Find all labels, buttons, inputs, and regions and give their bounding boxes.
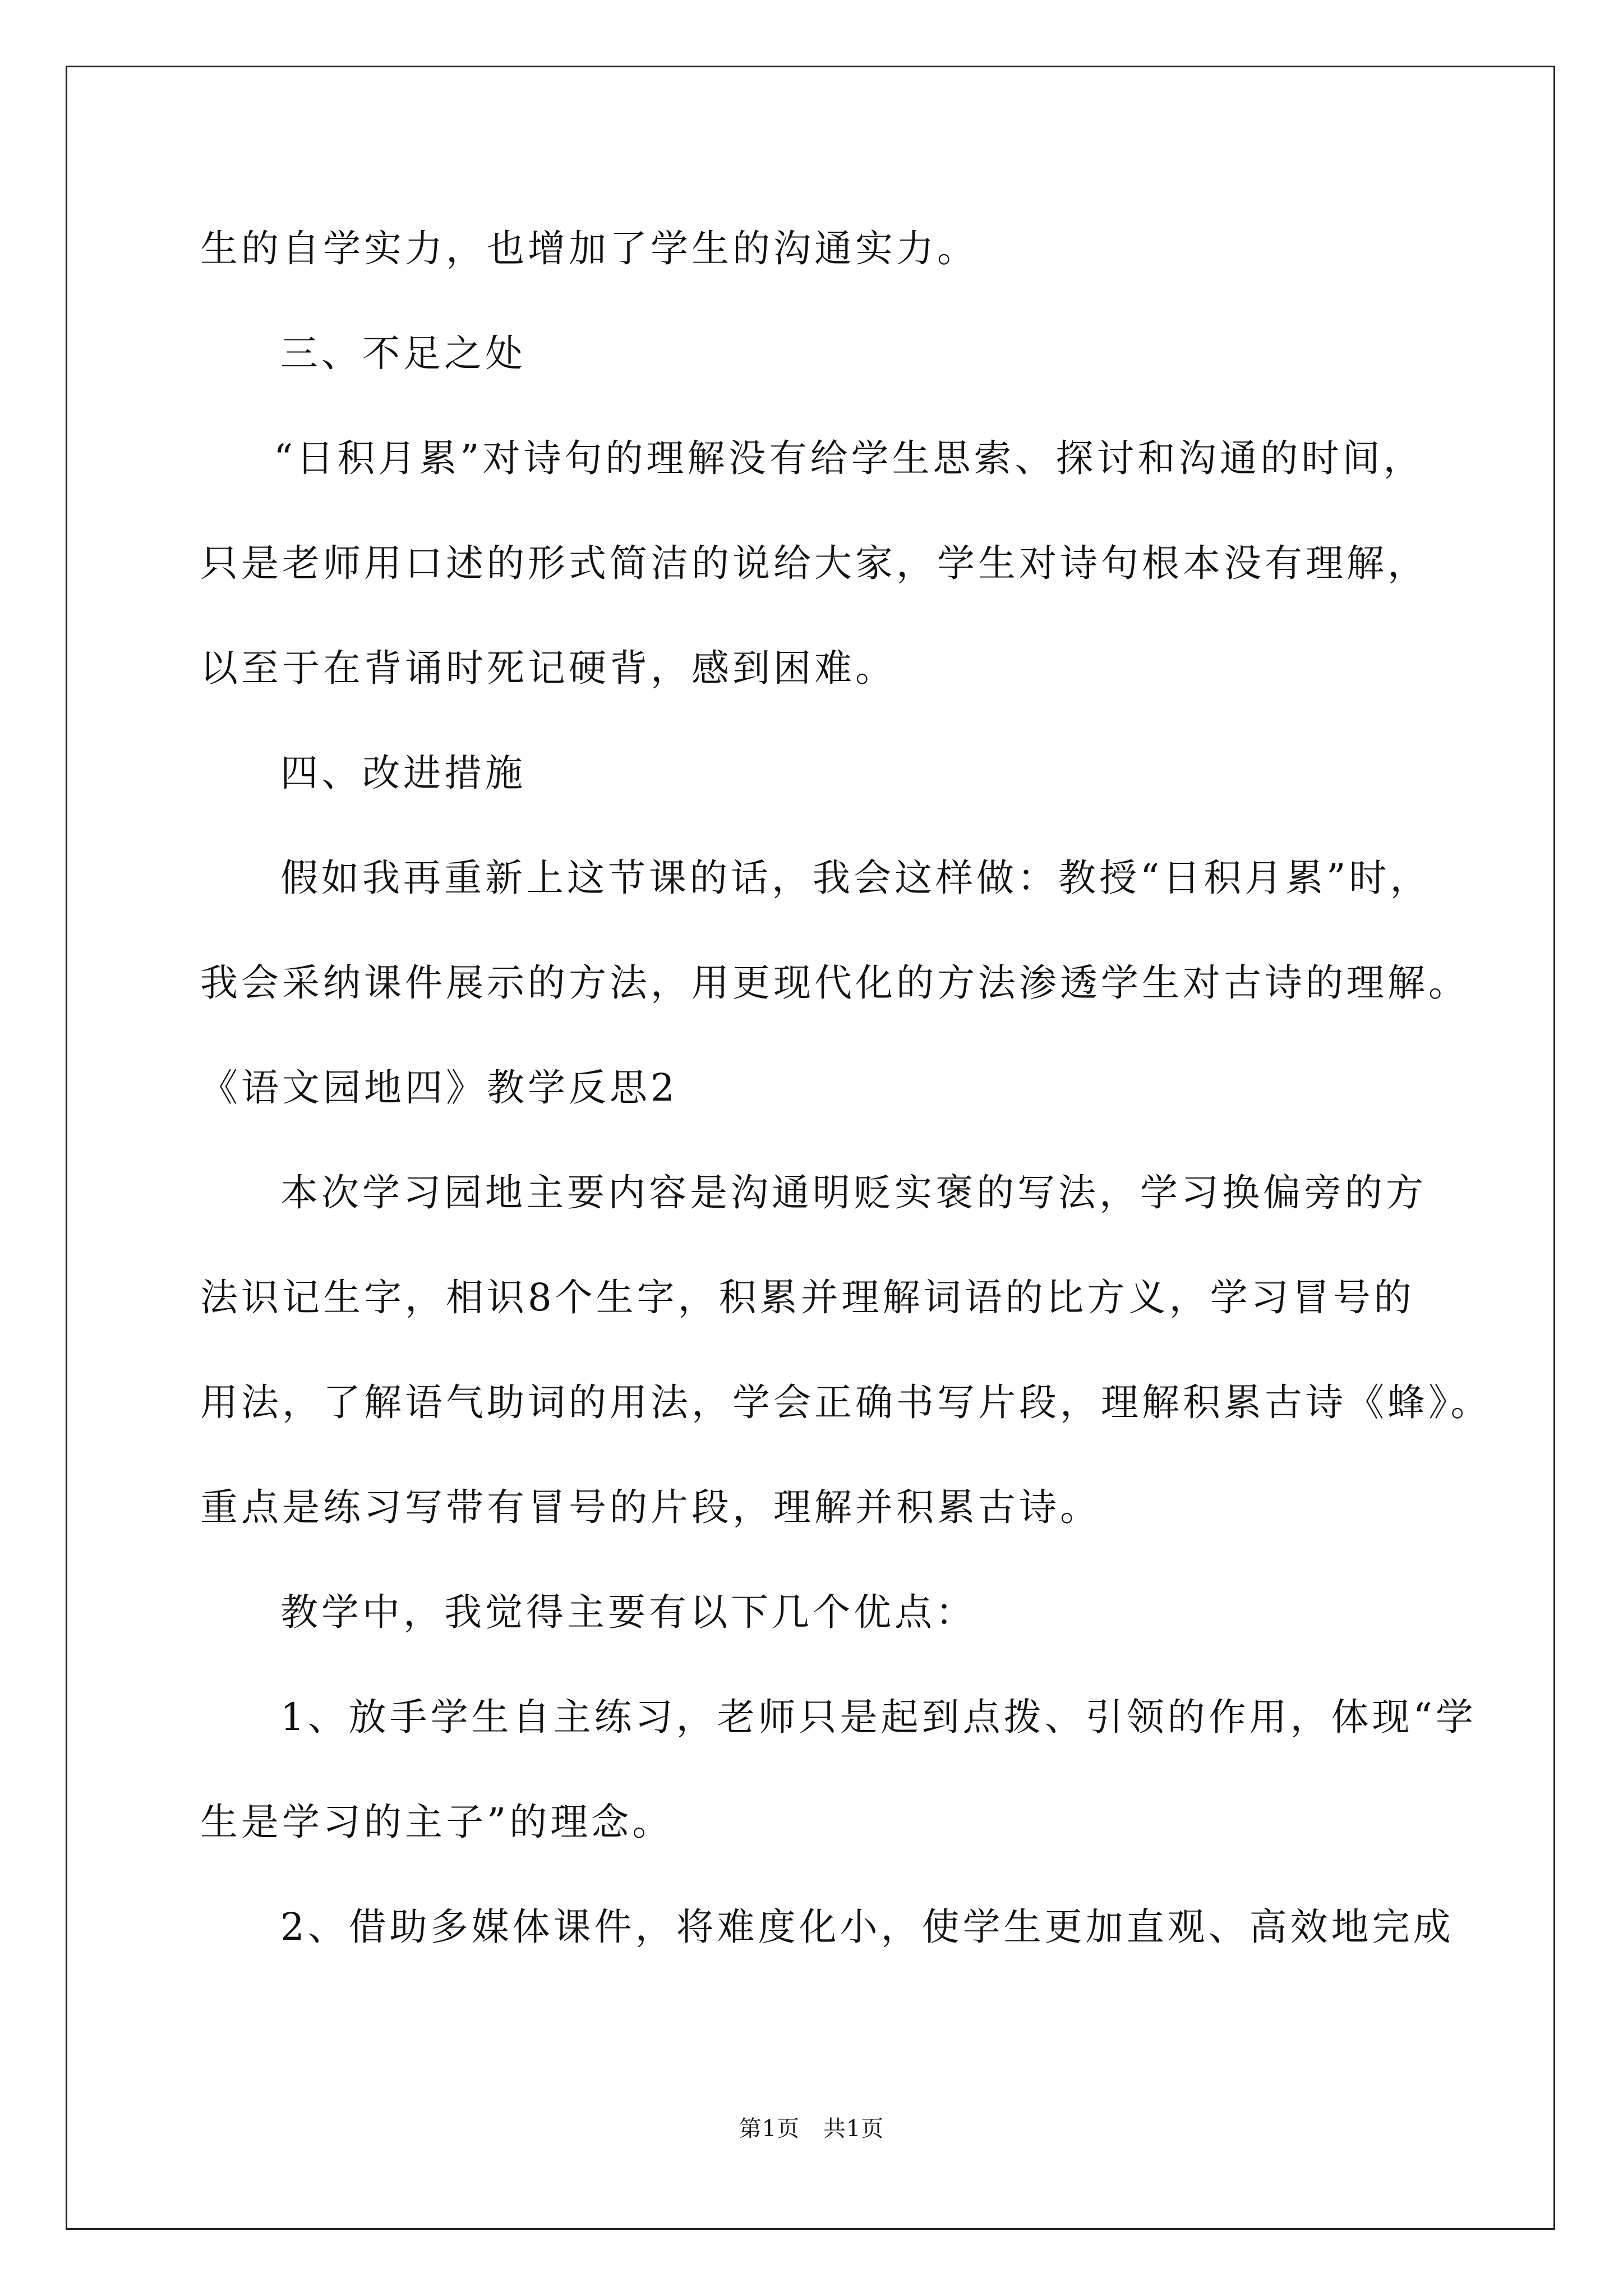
page-total: 共1页 [823,2116,884,2142]
text-line: 1、放手学生自主练习，老师只是起到点拨、引领的作用，体现“学 [280,1695,1477,1739]
text-line: 2、借助多媒体课件，将难度化小，使学生更加直观、高效地完成 [280,1905,1454,1949]
text-line: 假如我再重新上这节课的话，我会这样做：教授“日积月累”时， [280,856,1431,900]
text-line: 用法，了解语气助词的用法，学会正确书写片段，理解积累古诗《蜂》。 [200,1381,1492,1424]
text-line: 教学中，我觉得主要有以下几个优点： [280,1590,976,1634]
text-line: 法识记生字，相识8个生字，积累并理解词语的比方义，学习冒号的 [200,1276,1415,1319]
text-line: 重点是练习写带有冒号的片段，理解并积累古诗。 [200,1485,1101,1529]
text-line: 以至于在背诵时死记硬背，感到困难。 [200,646,896,690]
text-line: 生是学习的主子”的理念。 [200,1800,674,1844]
page-number: 第1页 [739,2116,800,2142]
text-line: 生的自学实力，也增加了学生的沟通实力。 [200,227,978,270]
article-title: 《语文园地四》教学反思2 [200,1066,678,1110]
section-heading: 四、改进措施 [280,751,526,795]
text-line: 本次学习园地主要内容是沟通明贬实褒的写法，学习换偏旁的方 [280,1171,1427,1214]
text-line: 我会采纳课件展示的方法，用更现代化的方法渗透学生对古诗的理解。 [200,961,1469,1005]
section-heading: 三、不足之处 [280,332,526,375]
page-footer [0,2115,1623,2143]
text-line: “日积月累”对诗句的理解没有给学生思索、探讨和沟通的时间， [274,436,1424,480]
text-line: 只是老师用口述的形式简洁的说给大家，学生对诗句根本没有理解， [200,541,1428,585]
